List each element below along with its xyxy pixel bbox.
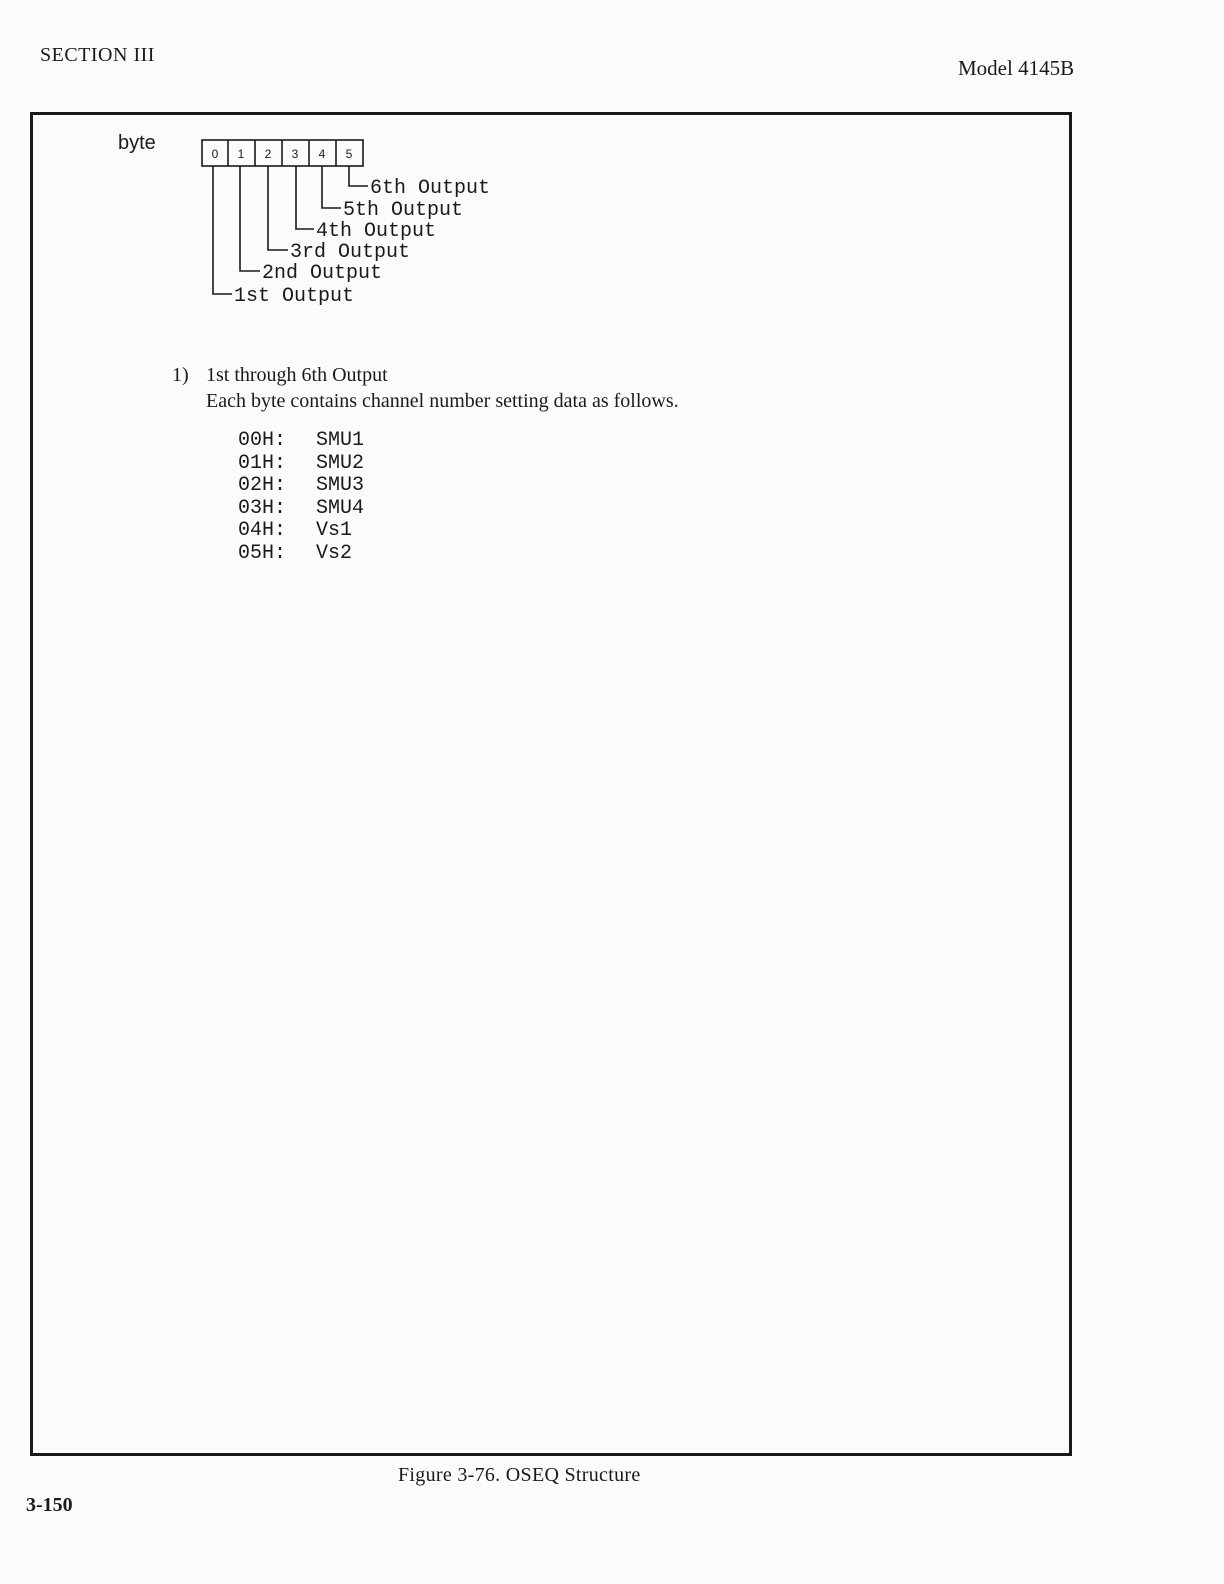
output-label-2nd: 2nd Output xyxy=(262,262,383,285)
channel-code: 05H: xyxy=(238,541,287,565)
output-label-1st: 1st Output xyxy=(234,285,355,308)
byte-cell-0: 0 xyxy=(211,147,219,161)
channel-code: 03H: xyxy=(238,496,287,520)
channel-row xyxy=(238,543,364,566)
byte-diagram xyxy=(0,0,1224,320)
output-label-5th: 5th Output xyxy=(343,199,464,222)
leader-line-3rd xyxy=(268,166,288,250)
leader-line-6th xyxy=(349,166,368,186)
output-label-6th: 6th Output xyxy=(370,177,491,200)
byte-label: byte xyxy=(118,132,156,154)
byte-cell-1: 1 xyxy=(237,147,245,161)
channel-name: Vs2 xyxy=(316,541,353,565)
channel-row xyxy=(238,520,364,543)
byte-cell-5: 5 xyxy=(345,147,353,161)
channel-table xyxy=(238,430,364,566)
leader-line-5th xyxy=(322,166,341,208)
leader-line-2nd xyxy=(240,166,260,271)
channel-code: 04H: xyxy=(238,519,287,543)
leader-line-1st xyxy=(213,166,232,294)
channel-name: Vs1 xyxy=(316,519,353,543)
channel-name: SMU4 xyxy=(316,496,365,520)
output-label-3rd: 3rd Output xyxy=(290,241,411,264)
channel-row xyxy=(238,498,364,521)
channel-name: SMU1 xyxy=(316,429,365,452)
model-header: Model 4145B xyxy=(958,56,1075,80)
channel-row xyxy=(238,475,364,498)
output-label-4th: 4th Output xyxy=(316,220,437,243)
byte-cell-4: 4 xyxy=(318,147,326,161)
leader-line-4th xyxy=(296,166,314,229)
channel-code: 00H: xyxy=(238,429,287,452)
channel-code: 01H: xyxy=(238,451,287,475)
section-header: SECTION III xyxy=(40,44,155,66)
channel-row xyxy=(238,453,364,476)
byte-cell-3: 3 xyxy=(291,147,299,161)
channel-row xyxy=(238,430,364,453)
channel-name: SMU3 xyxy=(316,474,365,498)
channel-name: SMU2 xyxy=(316,451,365,475)
channel-code: 02H: xyxy=(238,474,287,498)
item-number: 1) xyxy=(172,364,189,386)
item-description: Each byte contains channel number setting data as follows. xyxy=(206,390,679,412)
item-title: 1st through 6th Output xyxy=(206,364,388,386)
figure-caption: Figure 3-76. OSEQ Structure xyxy=(398,1464,641,1486)
byte-cell-2: 2 xyxy=(264,147,272,161)
page-number: 3-150 xyxy=(26,1494,73,1516)
